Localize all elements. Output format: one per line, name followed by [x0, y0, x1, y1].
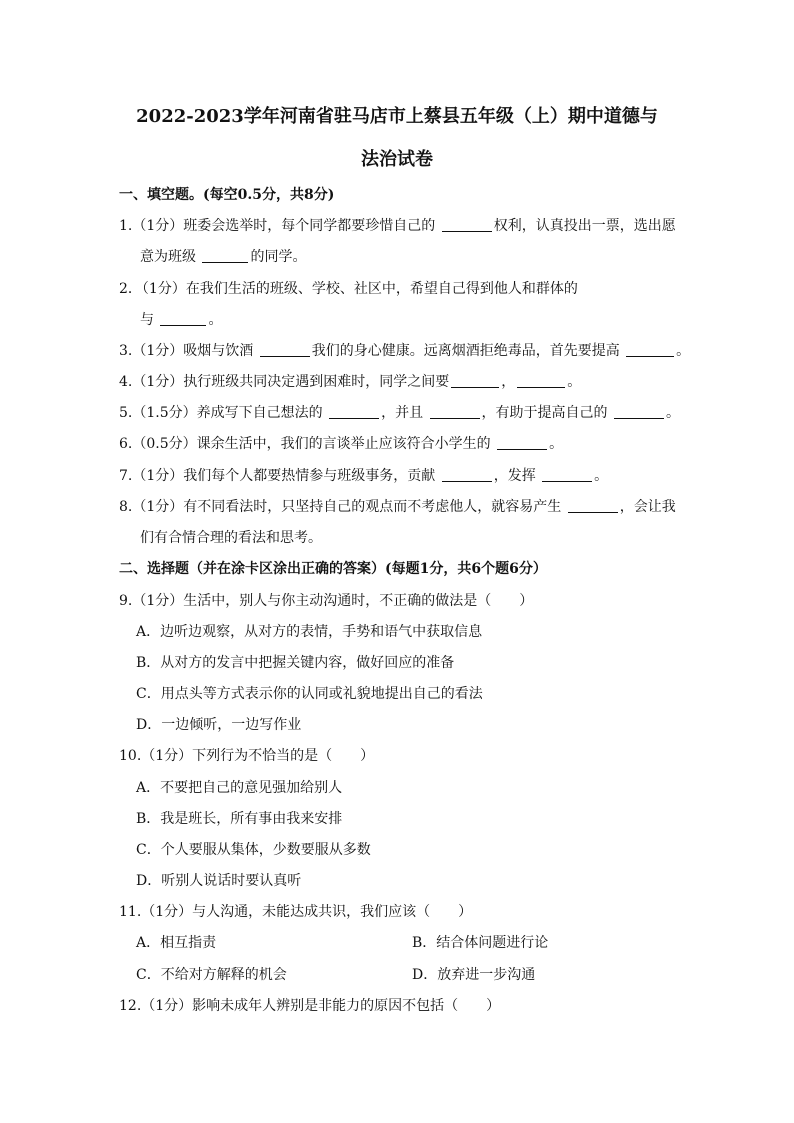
answer-blank[interactable] — [497, 435, 547, 450]
answer-blank[interactable] — [430, 404, 480, 419]
question-11-option-a[interactable]: A．相互指责 — [136, 935, 217, 951]
question-8-line2: 们有合情合理的看法和思考。 — [140, 530, 322, 546]
answer-blank[interactable] — [442, 217, 492, 232]
answer-blank[interactable] — [329, 404, 379, 419]
answer-blank[interactable] — [451, 373, 499, 388]
question-2-line2 — [140, 310, 700, 330]
question-6 — [119, 434, 679, 454]
question-11-option-c[interactable]: C．不给对方解释的机会 — [136, 967, 287, 983]
exam-title-line2: 法治试卷 — [361, 149, 433, 170]
question-10-stem: 10.（1分）下列行为不恰当的是（ ） — [119, 748, 375, 764]
q4-text-c: 。 — [567, 374, 582, 390]
question-4 — [119, 372, 679, 392]
q5-text-a: 5.（1.5分）养成写下自己想法的 — [119, 405, 323, 421]
q5-text-d: 。 — [665, 405, 680, 421]
q7-text-c: 。 — [594, 468, 609, 484]
q5-text-c: ，有助于提高自己的 — [481, 405, 608, 421]
q3-text-b: 我们的身心健康。远离烟酒拒绝毒品，首先要提高 — [311, 343, 620, 359]
q2-text-c: 。 — [208, 312, 223, 328]
question-9-option-b[interactable]: B．从对方的发言中把握关键内容，做好回应的准备 — [136, 655, 455, 671]
question-1-line2 — [140, 247, 700, 267]
section-choice-heading: 二、选择题（并在涂卡区涂出正确的答案）(每题1分，共6个题6分） — [119, 561, 547, 577]
question-11-option-d[interactable]: D．放弃进一步沟通 — [412, 967, 536, 983]
q7-text-a: 7.（1分）我们每个人都要热情参与班级事务，贡献 — [119, 468, 436, 484]
question-8-line1 — [119, 497, 679, 517]
question-1-line1 — [119, 216, 679, 236]
q8-text-a: 8.（1分）有不同看法时，只坚持自己的观点而不考虑他人，就容易产生 — [119, 499, 562, 515]
answer-blank[interactable] — [626, 342, 674, 357]
question-9-option-c[interactable]: C．用点头等方式表示你的认同或礼貌地提出自己的看法 — [136, 686, 483, 702]
q4-text-a: 4.（1分）执行班级共同决定遇到困难时，同学之间要 — [119, 374, 450, 390]
question-2-line1: 2．（1分）在我们生活的班级、学校、社区中，希望自己得到他人和群体的 — [119, 281, 578, 297]
question-10-option-c[interactable]: C．个人要服从集体，少数要服从多数 — [136, 842, 371, 858]
exam-title-line1: 2022-2023学年河南省驻马店市上蔡县五年级（上）期中道德与 — [136, 106, 658, 127]
answer-blank[interactable] — [568, 498, 618, 513]
q5-text-b: ，并且 — [381, 405, 424, 421]
question-11-stem: 11.（1分）与人沟通，未能达成共识，我们应该（ ） — [119, 904, 473, 920]
q1-text-a: 1.（1分）班委会选举时，每个同学都要珍惜自己的 — [119, 218, 436, 234]
question-10-option-a[interactable]: A．不要把自己的意见强加给别人 — [136, 780, 343, 796]
question-5 — [119, 403, 679, 423]
question-3 — [119, 341, 691, 361]
section-fill-blank-heading: 一、填空题。(每空0.5分，共8分) — [119, 187, 335, 203]
answer-blank[interactable] — [614, 404, 664, 419]
question-10-option-d[interactable]: D．听别人说话时要认真听 — [136, 873, 302, 889]
answer-blank[interactable] — [202, 248, 248, 263]
answer-blank[interactable] — [442, 467, 492, 482]
question-9-stem: 9.（1分）生活中，别人与你主动沟通时，不正确的做法是（ ） — [119, 593, 534, 609]
answer-blank[interactable] — [260, 342, 310, 357]
q4-text-b: ， — [501, 374, 516, 390]
answer-blank[interactable] — [160, 311, 206, 326]
answer-blank[interactable] — [542, 467, 592, 482]
question-9-option-d[interactable]: D．一边倾听，一边写作业 — [136, 717, 302, 733]
answer-blank[interactable] — [517, 373, 565, 388]
question-11-option-b[interactable]: B．结合体问题进行论 — [412, 935, 549, 951]
q2-text-b: 与 — [140, 312, 154, 328]
q3-text-a: 3.（1分）吸烟与饮酒 — [119, 343, 254, 359]
question-12-stem: 12.（1分）影响未成年人辨别是非能力的原因不包括（ ） — [119, 998, 501, 1014]
question-9-option-a[interactable]: A．边听边观察，从对方的表情，手势和语气中获取信息 — [136, 624, 483, 640]
question-7 — [119, 466, 679, 486]
q6-text-b: 。 — [549, 436, 564, 452]
q3-text-c: 。 — [676, 343, 691, 359]
q1-text-b: 权利，认真投出一票，选出愿 — [493, 218, 676, 234]
question-10-option-b[interactable]: B．我是班长，所有事由我来安排 — [136, 811, 343, 827]
q7-text-b: ，发挥 — [493, 468, 536, 484]
q1-text-d: 的同学。 — [250, 249, 307, 265]
q1-text-c: 意为班级 — [140, 249, 196, 265]
q6-text-a: 6.（0.5分）课余生活中，我们的言谈举止应该符合小学生的 — [119, 436, 491, 452]
q8-text-b: ，会让我 — [619, 499, 676, 515]
